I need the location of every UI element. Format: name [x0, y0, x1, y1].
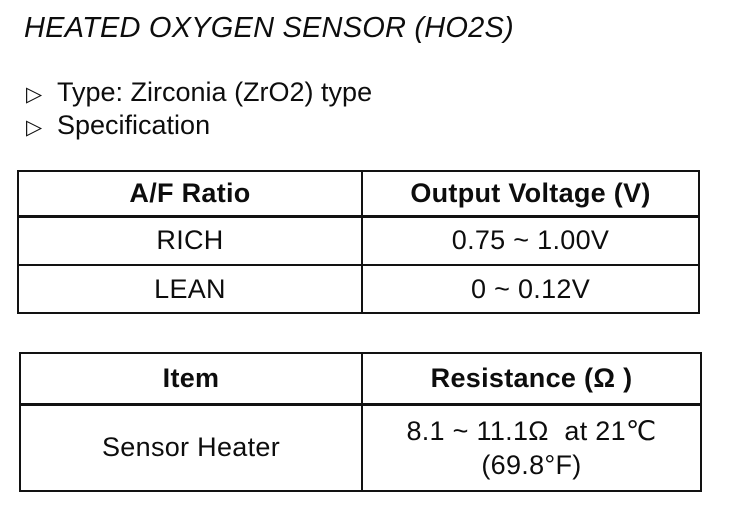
table-header-row	[20, 353, 701, 404]
cell-af-ratio: LEAN	[18, 265, 362, 313]
cell-output-voltage: 0.75 ~ 1.00V	[362, 216, 699, 265]
column-header-output-voltage: Output Voltage (V)	[362, 171, 699, 216]
cell-af-ratio: RICH	[18, 216, 362, 265]
bullet-text-specification: Specification	[57, 110, 211, 140]
af-ratio-table	[17, 170, 700, 314]
column-header-resistance: Resistance (Ω )	[362, 353, 701, 404]
bullet-text-type: Type: Zirconia (ZrO2) type	[57, 77, 373, 107]
resistance-table	[19, 352, 702, 492]
cell-output-voltage: 0 ~ 0.12V	[362, 265, 699, 313]
page-title: HEATED OXYGEN SENSOR (HO2S)	[24, 12, 514, 44]
column-header-af-ratio: A/F Ratio	[18, 171, 362, 216]
table-row	[20, 404, 701, 491]
list-item	[26, 76, 372, 109]
triangle-bullet-icon: ▷	[26, 83, 43, 106]
resistance-value-line1: 8.1 ~ 11.1Ω at 21℃	[406, 415, 657, 446]
table-row	[18, 216, 699, 265]
bullet-list	[26, 76, 372, 142]
resistance-value-line2: (69.8°F)	[481, 449, 582, 480]
cell-resistance	[362, 404, 701, 491]
list-item	[26, 109, 372, 142]
table-row	[18, 265, 699, 313]
cell-item: Sensor Heater	[20, 404, 362, 491]
table-header-row	[18, 171, 699, 216]
triangle-bullet-icon: ▷	[26, 116, 43, 139]
column-header-item: Item	[20, 353, 362, 404]
